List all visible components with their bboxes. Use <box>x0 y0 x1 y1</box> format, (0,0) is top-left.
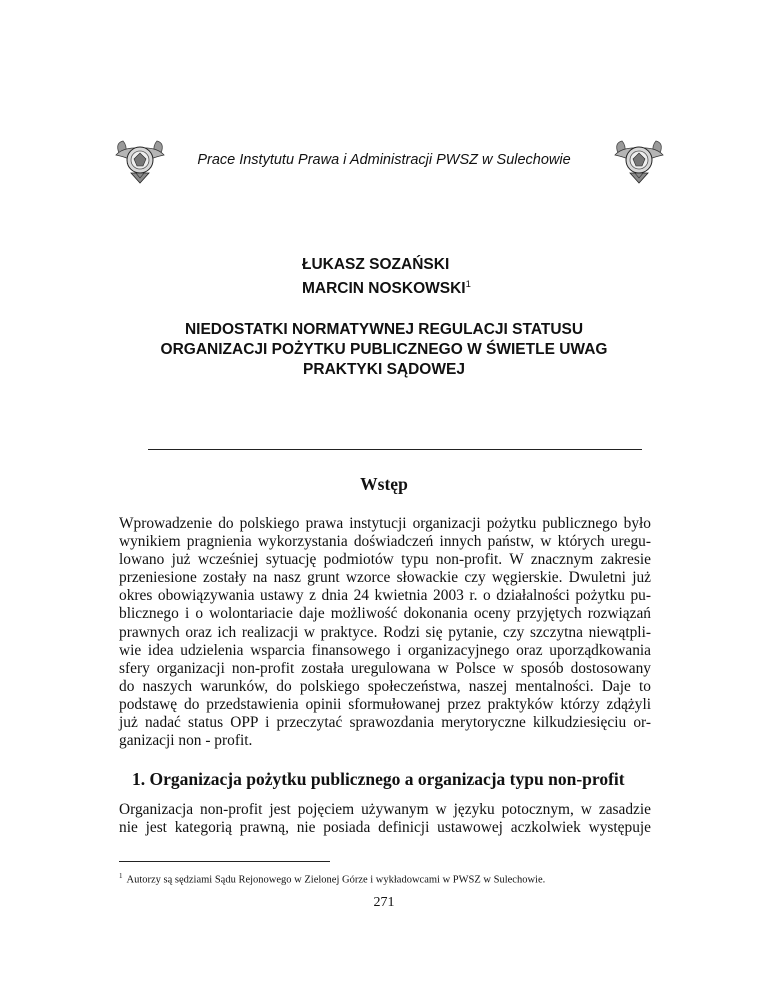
title-divider <box>148 449 642 450</box>
footnote-ref[interactable]: 1 <box>465 279 471 290</box>
intro-paragraph: Wprowadzenie do polskiego prawa instytucji organizacji pożytku publicznego było wynikiem pragnienia wykorzystania doświadczeń innych państw, w których uregu- lowano już wcześniej sytuację podmiotów typu non-profit. W znacznym zakresie przeniesione zostały na nasz grunt wzorce słowackie czy węgierskie. Dwuletni już okres obowiązywania ustawy z dnia 24 kwietnia 2003 r. o działalności pożytku pu- blicznego i o wolontariacie daje możliwość dokonania oceny przyjętych rozwiązań prawnych oraz ich realizacji w praktyce. Rodzi się pytanie, czy szczytna niewątpli- wie idea udzielenia wsparcia finansowego i organizacyjnego oraz uporządkowania sfery organizacji non-profit została uregulowana w Polsce w sposób dostosowany do naszych warunków, do polskiego społeczeństwa, naszej mentalności. Daje to podstawę do przedstawienia opinii sformułowanej przez praktyków którzy zdążyli już nadać status OPP i przeczytać sprawozdania merytoryczne kilkudziesięciu or- ganizacji non - profit. <box>119 515 651 750</box>
author-name: MARCIN NOSKOWSKI$^1$ <box>302 279 471 298</box>
article-title: NIEDOSTATKI NORMATYWNEJ REGULACJI STATUSU ORGANIZACJI POŻYTKU PUBLICZNEGO W ŚWIETLE UWAG PRAKTYKI SĄDOWEJ <box>160 321 608 378</box>
section1-paragraph: Organizacja non-profit jest pojęciem używanym w języku potocznym, w zasadzie nie jest kategorią prawną, nie posiada definicji ustawowej aczkolwiek występuje <box>119 801 651 837</box>
running-header: Prace Instytutu Prawa i Administracji PWSZ w Sulechowie <box>197 152 571 168</box>
footnote-divider <box>119 861 330 862</box>
footnote-text: Autorzy są sędziami Sądu Rejonowego w Zielonej Górze i wykładowcami w PWSZ w Sulechowie. <box>126 874 546 886</box>
section-heading-intro: Wstęp <box>360 474 408 494</box>
footnote <box>119 872 545 886</box>
author-list <box>302 255 471 299</box>
footnote-mark: 1 <box>119 872 123 880</box>
author-name: ŁUKASZ SOZAŃSKI <box>302 256 450 273</box>
section-heading-1: 1. Organizacja pożytku publicznego a organizacja typu non-profit <box>132 769 625 789</box>
page-number: 271 <box>373 895 395 910</box>
